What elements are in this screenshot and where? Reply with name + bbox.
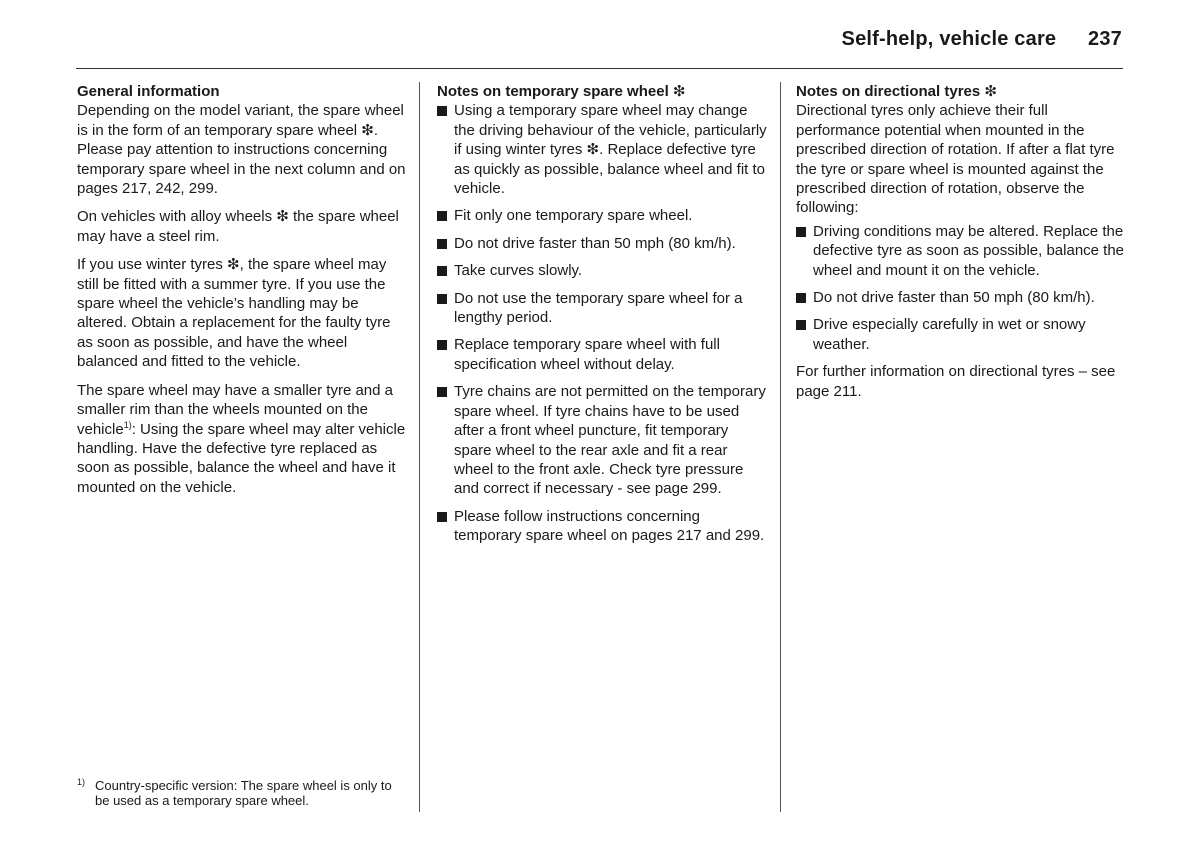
list-item: Drive especially carefully in wet or snowy weather. bbox=[796, 315, 1126, 354]
paragraph: Directional tyres only achieve their full performance potential when mounted in the prescribed direction of rotation. If after a flat tyre the tyre or spare wheel is mounted against the prescribed direction of rotation, observe the following: bbox=[796, 102, 1115, 217]
list-item: Tyre chains are not permitted on the temporary spare wheel. If tyre chains have to be used after a front wheel puncture, fit temporary spare wheel to the rear axle and fit a rear wheel to the front axle. Check tyre pressure and correct if necessary - see page 299. bbox=[437, 382, 767, 498]
paragraph bbox=[77, 381, 407, 497]
list-item: Please follow instructions concerning temporary spare wheel on pages 217 and 299. bbox=[437, 507, 767, 546]
list-item: Driving conditions may be altered. Replace the defective tyre as soon as possible, balance the wheel and mount it on the vehicle. bbox=[796, 222, 1126, 280]
page-number: 237 bbox=[1088, 28, 1122, 50]
page-header bbox=[0, 28, 1122, 51]
bullet-list bbox=[796, 222, 1126, 354]
column-directional-tyres bbox=[796, 82, 1126, 410]
paragraph: For further information on directional tyres – see page 211. bbox=[796, 363, 1116, 400]
list-item: Replace temporary spare wheel with full specification wheel without delay. bbox=[437, 335, 767, 374]
heading-temporary-spare-wheel: Notes on temporary spare wheel ❇ bbox=[437, 83, 686, 100]
footnote bbox=[77, 778, 407, 808]
footnote-reference: 1) bbox=[123, 419, 132, 430]
list-item: Do not use the temporary spare wheel for a lengthy period. bbox=[437, 289, 767, 328]
footnote-text: Country-specific version: The spare wheel is only to be used as a temporary spare wheel. bbox=[95, 778, 392, 808]
header-rule bbox=[76, 68, 1123, 69]
list-item: Take curves slowly. bbox=[437, 261, 767, 280]
paragraph: Depending on the model variant, the spare wheel is in the form of an temporary spare wheel ❇. Please pay attention to instructions concerning temporary spare wheel in the next column and on pages 217, 242, 299. bbox=[77, 102, 406, 198]
list-item: Do not drive faster than 50 mph (80 km/h). bbox=[796, 288, 1126, 307]
paragraph-text: : Using the spare wheel may alter vehicle handling. Have the defective tyre replaced as soon as possible, balance the wheel and have it mounted on the vehicle. bbox=[77, 420, 406, 496]
list-item: Do not drive faster than 50 mph (80 km/h). bbox=[437, 234, 767, 253]
bullet-list bbox=[437, 101, 767, 545]
column-temporary-spare-wheel bbox=[437, 82, 767, 554]
column-divider bbox=[780, 82, 781, 812]
paragraph: On vehicles with alloy wheels ❇ the spare wheel may have a steel rim. bbox=[77, 208, 399, 245]
heading-directional-tyres: Notes on directional tyres ❇ bbox=[796, 83, 997, 100]
column-general-information bbox=[77, 82, 407, 506]
section-title: Self-help, vehicle care bbox=[841, 28, 1057, 50]
paragraph-text: The spare wheel may have a smaller tyre and a smaller rim than the wheels mounted on the vehicle bbox=[77, 381, 393, 438]
paragraph: If you use winter tyres ❇, the spare wheel may still be fitted with a summer tyre. If you use the spare wheel the vehicle’s handling may be altered. Obtain a replacement for the faulty tyre as soon as possible, and have the wheel balanced and fitted to the vehicle. bbox=[77, 256, 391, 371]
list-item: Fit only one temporary spare wheel. bbox=[437, 206, 767, 225]
list-item: Using a temporary spare wheel may change the driving behaviour of the vehicle, particularly if using winter tyres ❇. Replace defective tyre as quickly as possible, balance wheel and fit to vehicle. bbox=[437, 101, 767, 198]
column-divider bbox=[419, 82, 420, 812]
heading-general-information: General information bbox=[77, 83, 220, 100]
footnote-mark: 1) bbox=[77, 777, 86, 787]
